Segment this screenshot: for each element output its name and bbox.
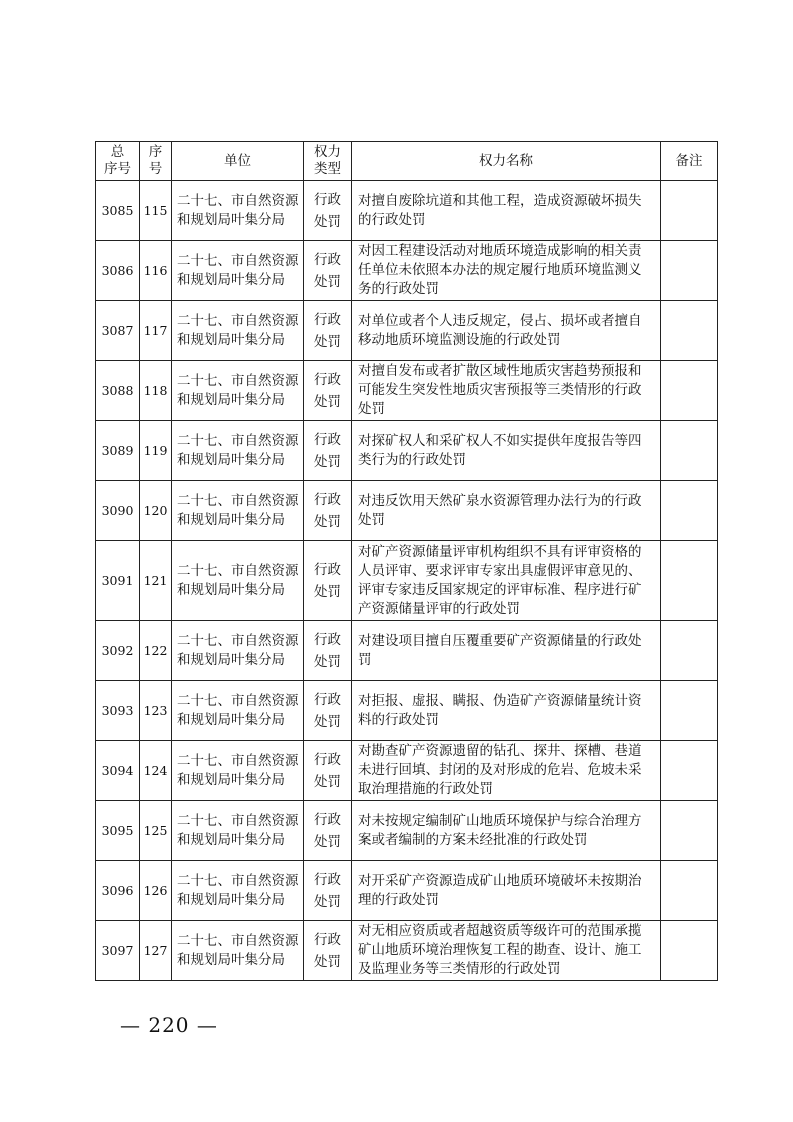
cell-power-name: 对违反饮用天然矿泉水资源管理办法行为的行政处罚 — [352, 481, 661, 541]
header-seq-no: 序 号 — [140, 142, 172, 181]
cell-power-type: 行政 处罚 — [304, 541, 352, 621]
cell-power-name: 对无相应资质或者超越资质等级许可的范围承揽矿山地质环境治理恢复工程的勘查、设计、施工及监理业务等三类情形的行政处罚 — [352, 921, 661, 981]
cell-unit: 二十七、市自然资源和规划局叶集分局 — [172, 541, 304, 621]
cell-seq-no: 115 — [140, 181, 172, 241]
table-header-row — [96, 142, 718, 181]
cell-unit: 二十七、市自然资源和规划局叶集分局 — [172, 681, 304, 741]
cell-unit: 二十七、市自然资源和规划局叶集分局 — [172, 481, 304, 541]
cell-power-name: 对勘查矿产资源遗留的钻孔、探井、探槽、巷道未进行回填、封闭的及对形成的危岩、危坡未采取治理措施的行政处罚 — [352, 741, 661, 801]
cell-seq-no: 125 — [140, 801, 172, 861]
table-row — [96, 481, 718, 541]
cell-power-type: 行政 处罚 — [304, 741, 352, 801]
cell-seq-no: 123 — [140, 681, 172, 741]
cell-total-no: 3088 — [96, 361, 140, 421]
header-power-name: 权力名称 — [352, 142, 661, 181]
cell-seq-no: 118 — [140, 361, 172, 421]
cell-seq-no: 116 — [140, 241, 172, 301]
cell-remarks — [661, 421, 718, 481]
cell-remarks — [661, 301, 718, 361]
cell-remarks — [661, 921, 718, 981]
cell-power-type: 行政 处罚 — [304, 421, 352, 481]
cell-total-no: 3096 — [96, 861, 140, 921]
cell-remarks — [661, 741, 718, 801]
cell-power-type: 行政 处罚 — [304, 921, 352, 981]
cell-remarks — [661, 481, 718, 541]
cell-power-name: 对开采矿产资源造成矿山地质环境破坏未按期治理的行政处罚 — [352, 861, 661, 921]
cell-unit: 二十七、市自然资源和规划局叶集分局 — [172, 181, 304, 241]
table-row — [96, 181, 718, 241]
table-row — [96, 241, 718, 301]
cell-seq-no: 122 — [140, 621, 172, 681]
cell-total-no: 3087 — [96, 301, 140, 361]
cell-power-name: 对拒报、虚报、瞒报、伪造矿产资源储量统计资料的行政处罚 — [352, 681, 661, 741]
table-row — [96, 621, 718, 681]
cell-power-type: 行政 处罚 — [304, 241, 352, 301]
cell-seq-no: 117 — [140, 301, 172, 361]
table-row — [96, 921, 718, 981]
cell-total-no: 3089 — [96, 421, 140, 481]
table-row — [96, 741, 718, 801]
cell-total-no: 3085 — [96, 181, 140, 241]
cell-seq-no: 126 — [140, 861, 172, 921]
cell-remarks — [661, 241, 718, 301]
cell-remarks — [661, 801, 718, 861]
cell-unit: 二十七、市自然资源和规划局叶集分局 — [172, 741, 304, 801]
page-number: — 220 — — [120, 1013, 218, 1037]
cell-unit: 二十七、市自然资源和规划局叶集分局 — [172, 301, 304, 361]
cell-seq-no: 119 — [140, 421, 172, 481]
cell-power-name: 对单位或者个人违反规定，侵占、损坏或者擅自移动地质环境监测设施的行政处罚 — [352, 301, 661, 361]
cell-power-type: 行政 处罚 — [304, 681, 352, 741]
cell-power-type: 行政 处罚 — [304, 481, 352, 541]
table-row — [96, 681, 718, 741]
table-row — [96, 301, 718, 361]
cell-seq-no: 120 — [140, 481, 172, 541]
cell-remarks — [661, 861, 718, 921]
header-power-type: 权力 类型 — [304, 142, 352, 181]
cell-seq-no: 127 — [140, 921, 172, 981]
cell-unit: 二十七、市自然资源和规划局叶集分局 — [172, 241, 304, 301]
cell-power-type: 行政 处罚 — [304, 181, 352, 241]
cell-power-type: 行政 处罚 — [304, 861, 352, 921]
cell-power-name: 对矿产资源储量评审机构组织不具有评审资格的人员评审、要求评审专家出具虚假评审意见的、评审专家违反国家规定的评审标准、程序进行矿产资源储量评审的行政处罚 — [352, 541, 661, 621]
cell-power-type: 行政 处罚 — [304, 361, 352, 421]
cell-total-no: 3094 — [96, 741, 140, 801]
cell-unit: 二十七、市自然资源和规划局叶集分局 — [172, 361, 304, 421]
cell-total-no: 3092 — [96, 621, 140, 681]
cell-remarks — [661, 681, 718, 741]
header-remarks: 备注 — [661, 142, 718, 181]
cell-power-type: 行政 处罚 — [304, 801, 352, 861]
cell-unit: 二十七、市自然资源和规划局叶集分局 — [172, 921, 304, 981]
cell-total-no: 3086 — [96, 241, 140, 301]
cell-power-name: 对擅自发布或者扩散区域性地质灾害趋势预报和可能发生突发性地质灾害预报等三类情形的行政处罚 — [352, 361, 661, 421]
cell-power-name: 对因工程建设活动对地质环境造成影响的相关责任单位未依照本办法的规定履行地质环境监测义务的行政处罚 — [352, 241, 661, 301]
cell-total-no: 3097 — [96, 921, 140, 981]
cell-power-name: 对未按规定编制矿山地质环境保护与综合治理方案或者编制的方案未经批准的行政处罚 — [352, 801, 661, 861]
cell-unit: 二十七、市自然资源和规划局叶集分局 — [172, 421, 304, 481]
cell-total-no: 3093 — [96, 681, 140, 741]
cell-power-type: 行政 处罚 — [304, 301, 352, 361]
table-body — [96, 181, 718, 981]
cell-power-name: 对擅自废除坑道和其他工程，造成资源破坏损失的行政处罚 — [352, 181, 661, 241]
table-row — [96, 421, 718, 481]
table-row — [96, 541, 718, 621]
table-row — [96, 861, 718, 921]
cell-total-no: 3095 — [96, 801, 140, 861]
header-unit: 单位 — [172, 142, 304, 181]
cell-remarks — [661, 621, 718, 681]
power-list-table — [95, 141, 718, 981]
table-row — [96, 361, 718, 421]
cell-power-name: 对建设项目擅自压覆重要矿产资源储量的行政处罚 — [352, 621, 661, 681]
header-total-no: 总 序号 — [96, 142, 140, 181]
cell-remarks — [661, 541, 718, 621]
cell-remarks — [661, 361, 718, 421]
cell-power-type: 行政 处罚 — [304, 621, 352, 681]
cell-unit: 二十七、市自然资源和规划局叶集分局 — [172, 801, 304, 861]
cell-total-no: 3091 — [96, 541, 140, 621]
cell-unit: 二十七、市自然资源和规划局叶集分局 — [172, 621, 304, 681]
cell-seq-no: 121 — [140, 541, 172, 621]
cell-unit: 二十七、市自然资源和规划局叶集分局 — [172, 861, 304, 921]
cell-seq-no: 124 — [140, 741, 172, 801]
table-row — [96, 801, 718, 861]
cell-total-no: 3090 — [96, 481, 140, 541]
cell-power-name: 对探矿权人和采矿权人不如实提供年度报告等四类行为的行政处罚 — [352, 421, 661, 481]
cell-remarks — [661, 181, 718, 241]
